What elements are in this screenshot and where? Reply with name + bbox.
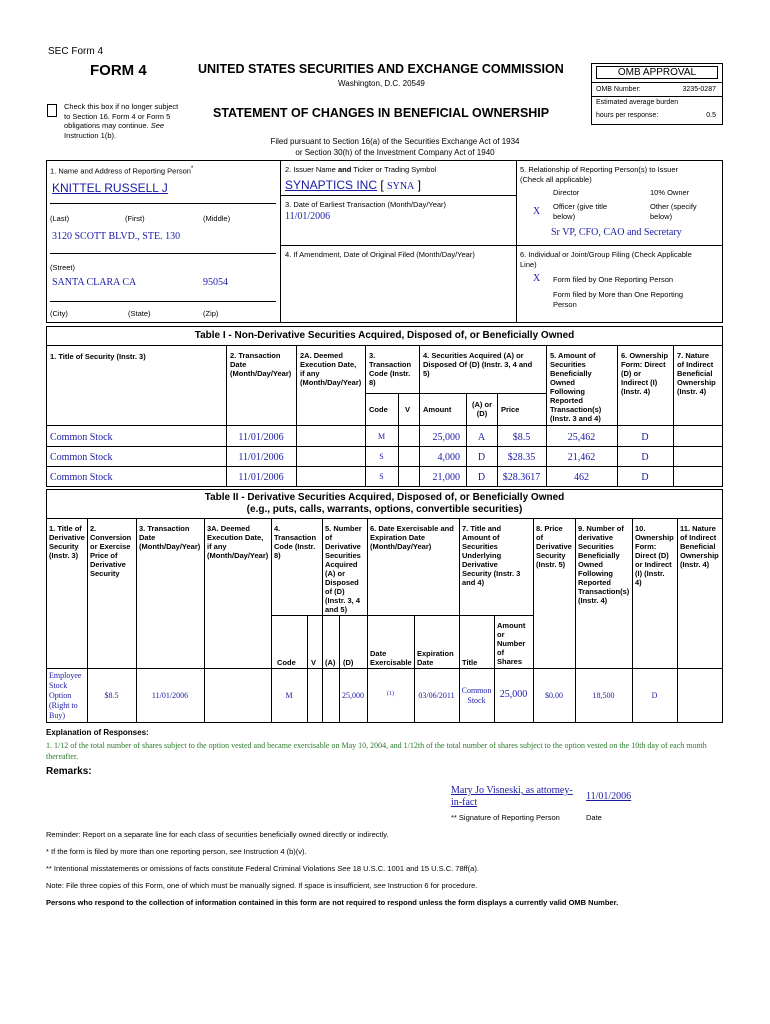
file-note: Note: File three copies of this Form, one of which must be manually signed. If space is insufficient, see Instruction 6 for procedure. xyxy=(46,881,478,890)
earliest-transaction-date: 11/01/2006 xyxy=(285,211,331,222)
explanation-text: 1. 1/12 of the total number of shares subject to the option vested and became exercisable on May 10, 2004, and 1/12th of the total number of shares subject to the option vested on the 10th day of each month thereafter. xyxy=(46,741,707,761)
t2-form: D xyxy=(651,691,658,700)
omb-hours: 0.5 xyxy=(706,112,716,119)
remarks-title: Remarks: xyxy=(46,766,92,777)
box1-label: 1. Name and Address of Reporting Person* xyxy=(50,165,194,176)
street-value: 3120 SCOTT BLVD., STE. 130 xyxy=(52,231,181,242)
t1-code: S xyxy=(379,472,384,481)
t1-header-title: 1. Title of Security (Instr. 3) xyxy=(50,352,146,361)
t1-header-code: 3. Transaction Code (Instr. 8) xyxy=(369,351,412,387)
t1-sub-amount: Amount xyxy=(423,405,452,414)
t1-form: D xyxy=(641,472,649,483)
box5-label: 5. Relationship of Reporting Person(s) to Issuer (Check all applicable) xyxy=(520,165,678,184)
checkbox-instructions: Check this box if no longer subject to Section 16. Form 4 or Form 5 obligations may continue. See Instruction 1(b). xyxy=(64,102,179,140)
signature-label: ** Signature of Reporting Person xyxy=(451,813,560,822)
omb-burden-label: Estimated average burden xyxy=(596,99,679,106)
no-longer-subject-checkbox[interactable] xyxy=(47,104,57,117)
t2-header-number: 5. Number of Derivative Securities Acquired (A) or Disposed of (D) (Instr. 3, 4 and 5) xyxy=(325,524,362,614)
t2-sub-title: Title xyxy=(462,658,478,667)
t1-price: $28.35 xyxy=(507,452,536,463)
t1-ad: D xyxy=(477,472,486,483)
t2-header-deemed: 3A. Deemed Execution Date, if any (Month/Day/Year) xyxy=(207,524,269,560)
ten-percent-owner-label: 10% Owner xyxy=(650,188,690,197)
t2-conversion: $8.5 xyxy=(104,691,119,700)
t1-header-securities: 4. Securities Acquired (A) or Disposed Of (D) (Instr. 3, 4 and 5) xyxy=(423,351,533,378)
box3-label: 3. Date of Earliest Transaction (Month/Day/Year) xyxy=(285,200,447,209)
city-value: SANTA CLARA CA xyxy=(52,277,137,288)
director-label: Director xyxy=(553,188,580,197)
reminder-text: Reminder: Report on a separate line for each class of securities beneficially owned directly or indirectly. xyxy=(46,830,389,839)
form-title: FORM 4 xyxy=(90,62,147,79)
t2-sub-code: Code xyxy=(277,658,296,667)
agency-city: Washington, D.C. 20549 xyxy=(338,79,425,88)
t2-sub-d: (D) xyxy=(343,658,354,667)
t2-expiration: 03/06/2011 xyxy=(418,691,455,700)
box2-label: 2. Issuer Name and Ticker or Trading Symbol xyxy=(285,165,437,174)
omb-title: OMB APPROVAL xyxy=(596,66,718,79)
omb-approval-box xyxy=(591,63,723,125)
agency-title: UNITED STATES SECURITIES AND EXCHANGE COMMISSION xyxy=(198,62,564,76)
t1-price: $8.5 xyxy=(512,432,531,443)
t1-sub-code: Code xyxy=(369,405,388,414)
omb-number-label: OMB Number: xyxy=(596,86,641,93)
signature-date: 11/01/2006 xyxy=(586,791,632,802)
other-label: Other (specify below) xyxy=(650,202,697,221)
t2-sub-a: (A) xyxy=(325,658,336,667)
t2-header-conversion: 2. Conversion or Exercise Price of Derivative Security xyxy=(90,524,132,578)
t1-owned: 21,462 xyxy=(567,452,596,463)
t1-date: 11/01/2006 xyxy=(238,432,284,443)
more-persons-label: Form filed by More than One Reporting Person xyxy=(553,290,684,309)
box4-label: 4. If Amendment, Date of Original Filed (Month/Day/Year) xyxy=(285,250,475,259)
explanation-title: Explanation of Responses: xyxy=(46,728,149,737)
one-person-label: Form filed by One Reporting Person xyxy=(553,275,674,284)
t1-form: D xyxy=(641,432,649,443)
t2-header-nature: 11. Nature of Indirect Beneficial Ownership (Instr. 4) xyxy=(680,524,719,569)
t2-sub-date-exercisable: Date Exercisable xyxy=(370,649,412,667)
filed-pursuant: Filed pursuant to Section 16(a) of the Securities Exchange Act of 1934 or Section 30(h) of the Investment Company Act of 1940 xyxy=(270,137,520,157)
t1-code: M xyxy=(377,432,386,441)
signer-name[interactable]: Mary Jo Visneski, as attorney- in-fact xyxy=(451,785,573,808)
officer-title: Sr VP, CFO, CAO and Secretary xyxy=(551,227,682,238)
t2-header-title: 1. Title of Derivative Security (Instr. 3) xyxy=(49,524,85,560)
omb-hours-label: hours per response: xyxy=(596,112,659,119)
t1-sub-ad: (A) or (D) xyxy=(472,400,492,418)
t1-sub-price: Price xyxy=(501,405,520,414)
date-label: Date xyxy=(586,813,602,822)
statement-title: STATEMENT OF CHANGES IN BENEFICIAL OWNERSHIP xyxy=(213,106,550,120)
t1-amount: 21,000 xyxy=(432,472,460,483)
t1-owned: 462 xyxy=(574,472,589,483)
city-label: (City) xyxy=(50,309,68,318)
issuer-name[interactable]: SYNAPTICS INC [ SYNA ] xyxy=(285,178,421,192)
officer-label: Officer (give title below) xyxy=(553,202,608,221)
omb-number: 3235-0287 xyxy=(682,86,716,93)
t1-header-amount-owned: 5. Amount of Securities Beneficially Owned Following Reported Transaction(s) (Instr. 3 and 4) xyxy=(550,351,602,423)
t2-header-exercisable: 6. Date Exercisable and Expiration Date (Month/Day/Year) xyxy=(370,524,454,551)
t2-sub-amount: Amount or Number of Shares xyxy=(497,621,526,666)
middle-label: (Middle) xyxy=(203,214,231,223)
t2-disposed: 25,000 xyxy=(342,691,364,700)
t1-security-title: Common Stock xyxy=(50,432,113,443)
t1-sub-v: V xyxy=(405,405,411,414)
box6-label: 6. Individual or Joint/Group Filing (Check Applicable Line) xyxy=(520,250,692,269)
t2-header-ownership: 10. Ownership Form: Direct (D) or Indirect (I) (Instr. 4) xyxy=(635,524,674,587)
table-2-title: Table II - Derivative Securities Acquired, Disposed of, or Beneficially Owned (e.g., puts, calls, warrants, options, convertible securities) xyxy=(204,492,565,515)
t1-security-title: Common Stock xyxy=(50,472,113,483)
zip-value: 95054 xyxy=(203,277,228,288)
t2-security-title: Employee Stock Option (Right to Buy) xyxy=(49,671,82,720)
reporting-person-name[interactable]: KNITTEL RUSSELL J xyxy=(52,181,168,195)
t1-form: D xyxy=(641,452,649,463)
t1-code: S xyxy=(379,452,384,461)
t2-sub-expiration: Expiration Date xyxy=(417,649,454,667)
t1-ad: D xyxy=(477,452,486,463)
t1-date: 11/01/2006 xyxy=(238,452,284,463)
zip-label: (Zip) xyxy=(203,309,219,318)
t2-header-date: 3. Transaction Date (Month/Day/Year) xyxy=(139,524,201,551)
t2-code: M xyxy=(285,691,293,700)
t2-header-code: 4. Transaction Code (Instr. 8) xyxy=(274,524,317,560)
table-1-title: Table I - Non-Derivative Securities Acquired, Disposed of, or Beneficially Owned xyxy=(194,330,575,341)
t2-shares: 25,000 xyxy=(499,689,528,700)
t1-header-nature: 7. Nature of Indirect Beneficial Ownership (Instr. 4) xyxy=(677,351,716,396)
t1-header-ownership: 6. Ownership Form: Direct (D) or Indirect (I) (Instr. 4) xyxy=(621,351,669,396)
first-label: (First) xyxy=(125,214,145,223)
officer-check-mark[interactable]: X xyxy=(533,206,541,217)
t2-date: 11/01/2006 xyxy=(151,691,189,700)
t2-underlying-title: Common Stock xyxy=(461,686,492,705)
ticker-symbol: SYNA xyxy=(387,181,415,192)
t2-sub-v: V xyxy=(311,658,317,667)
footer-notes xyxy=(46,826,726,911)
t1-owned: 25,462 xyxy=(567,432,596,443)
t1-ad: A xyxy=(477,432,486,443)
t1-header-deemed: 2A. Deemed Execution Date, if any (Month/Day/Year) xyxy=(300,351,362,387)
double-star-note: ** Intentional misstatements or omissions of facts constitute Federal Criminal Violations See 18 U.S.C. 1001 and 15 U.S.C. 78ff(a). xyxy=(46,864,479,873)
t2-header-underlying: 7. Title and Amount of Securities Underlying Derivative Security (Instr. 3 and 4) xyxy=(462,524,521,587)
one-person-check-mark[interactable]: X xyxy=(533,273,541,284)
t2-owned: 18,500 xyxy=(592,691,615,700)
t2-exercisable: (1) xyxy=(387,691,394,697)
t1-price: $28.3617 xyxy=(502,472,541,483)
t2-header-price: 8. Price of Derivative Security (Instr. 5) xyxy=(536,524,572,569)
t1-amount: 4,000 xyxy=(437,452,460,463)
t1-date: 11/01/2006 xyxy=(238,472,284,483)
t2-header-owned: 9. Number of derivative Securities Beneficially Owned Following Reported Transaction(s) (Instr. 4) xyxy=(578,524,630,605)
t1-security-title: Common Stock xyxy=(50,452,113,463)
street-label: (Street) xyxy=(50,263,76,272)
sec-form-label: SEC Form 4 xyxy=(48,46,104,57)
last-label: (Last) xyxy=(50,214,70,223)
t1-header-date: 2. Transaction Date (Month/Day/Year) xyxy=(230,351,292,378)
star-note: * If the form is filed by more than one reporting person, see Instruction 4 (b)(v). xyxy=(46,847,307,856)
t1-amount: 25,000 xyxy=(432,432,460,443)
t2-price: $0.00 xyxy=(545,691,563,700)
omb-notice: Persons who respond to the collection of information contained in this form are not required to respond unless the form displays a currently valid OMB Number. xyxy=(46,898,619,907)
state-label: (State) xyxy=(128,309,151,318)
